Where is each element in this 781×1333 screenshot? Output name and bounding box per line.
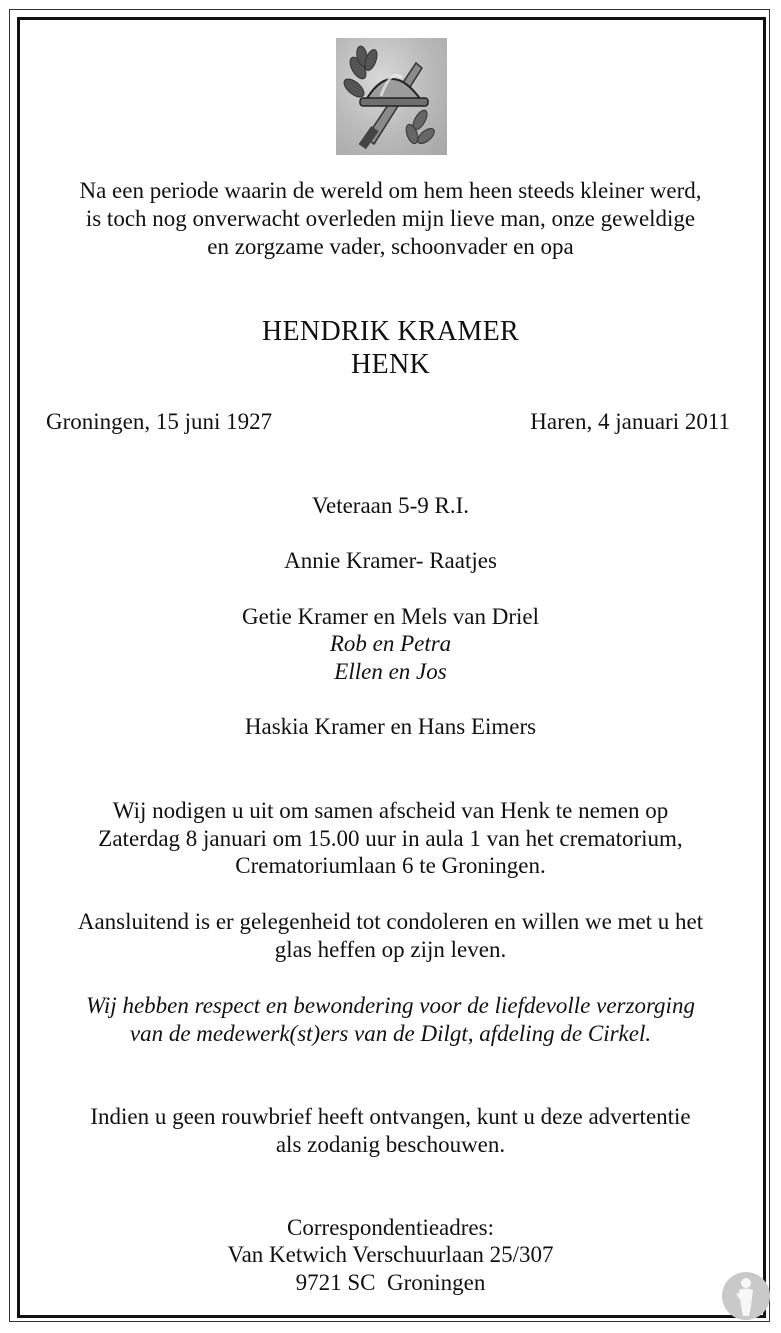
invitation-line-1: Wij nodigen u uit om samen afscheid van Henk te nemen op [112,798,669,823]
correspondence-city: 9721 SC Groningen [295,1270,486,1295]
intro-line-2: is toch nog onverwacht overleden mijn lieve man, onze geweldige [85,206,696,231]
veteran-line: Veteraan 5-9 R.I. [311,493,470,518]
gratitude-line-1: Wij hebben respect en bewondering voor de liefdevolle verzorging [86,993,695,1018]
condolence-line-2: glas heffen op zijn leven. [274,937,507,962]
gratitude-line-2: van de medewerk(st)ers van de Dilgt, afdeling de Cirkel. [129,1021,652,1046]
correspondence-heading: Correspondentieadres: [287,1215,494,1240]
intro-line-1: Na een periode waarin de wereld om hem heen steeds kleiner werd, [79,178,702,203]
notice-line-2: als zodanig beschouwen. [275,1132,506,1157]
invitation-line-3: Crematoriumlaan 6 te Groningen. [235,853,546,878]
deceased-nickname: HENK [351,349,430,380]
birth-place-date: Groningen, 15 juni 1927 [46,409,273,434]
invitation-line-2: Zaterdag 8 januari om 15.00 uur in aula 1 van het crematorium, [98,826,683,851]
death-place-date: Haren, 4 januari 2011 [530,409,730,434]
deceased-full-name: HENDRIK KRAMER [262,316,519,347]
correspondence-street: Van Ketwich Verschuurlaan 25/307 [227,1242,554,1267]
child-1-names: Getie Kramer en Mels van Driel [242,604,539,629]
grandchild-names: Rob en Petra [329,631,452,656]
grandchild-names: Ellen en Jos [334,659,447,684]
spouse-name: Annie Kramer- Raatjes [284,548,497,573]
figure-watermark-icon [722,1272,770,1320]
condolence-line-1: Aansluitend is er gelegenheid tot condoleren en willen we met u het [77,909,704,934]
infantry-emblem-icon [336,38,447,155]
notice-line-1: Indien u geen rouwbrief heeft ontvangen, kunt u deze advertentie [90,1104,691,1129]
intro-line-3: en zorgzame vader, schoonvader en opa [207,234,574,259]
child-2-names: Haskia Kramer en Hans Eimers [244,714,537,739]
